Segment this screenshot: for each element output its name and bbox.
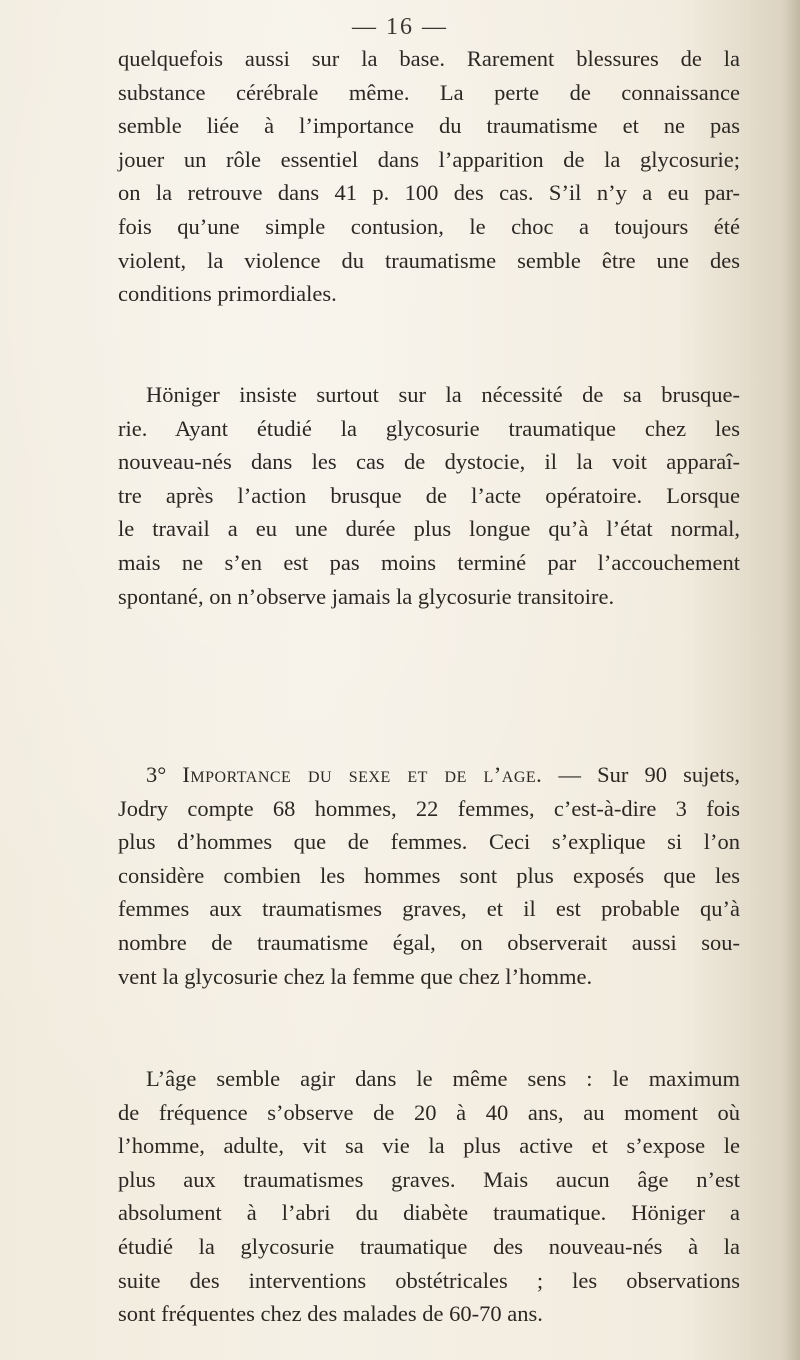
text-line: quelquefois aussi sur la base. Rarement blessures de la: [118, 46, 740, 71]
page-number: — 16 —: [352, 14, 448, 40]
text-line: femmes aux traumatismes graves, et il est probable qu’à: [118, 896, 740, 922]
text-line: plus d’hommes que de femmes. Ceci s’explique si l’on: [118, 829, 740, 855]
section-number: 3°: [146, 762, 167, 787]
text-line: on la retrouve dans 41 p. 100 des cas. S’il n’y a eu par-: [118, 180, 740, 206]
text-line: Höniger insiste surtout sur la nécessité de sa brusque-: [146, 382, 740, 407]
text-line: substance cérébrale même. La perte de connaissance: [118, 79, 740, 105]
section-heading-line: [118, 758, 740, 792]
page-edge-shadow: [782, 0, 800, 1360]
text-line: spontané, on n’observe jamais la glycosurie transitoire.: [118, 583, 615, 609]
section-title: Importance du sexe et de l’age.: [182, 762, 543, 787]
text-line: nombre de traumatisme égal, on observerait aussi sou-: [118, 929, 740, 955]
text-line: tre après l’action brusque de l’acte opératoire. Lorsque: [118, 482, 740, 508]
text-line: fois qu’une simple contusion, le choc a toujours été: [118, 213, 740, 239]
paragraph-4: [118, 1062, 740, 1331]
text-line: de fréquence s’observe de 20 à 40 ans, au moment où: [118, 1099, 740, 1125]
text-line: absolument à l’abri du diabète traumatique. Höniger a: [118, 1200, 740, 1226]
text-line: considère combien les hommes sont plus exposés que les: [118, 862, 740, 888]
text-line: violent, la violence du traumatisme semble être une des: [118, 247, 740, 273]
text-line: vent la glycosurie chez la femme que chez l’homme.: [118, 963, 593, 989]
text-line: jouer un rôle essentiel dans l’apparition de la glycosurie;: [118, 146, 740, 172]
text-line: étudié la glycosurie traumatique des nouveau-nés à la: [118, 1233, 740, 1259]
text-line: plus aux traumatismes graves. Mais aucun âge n’est: [118, 1166, 740, 1192]
text-line: le travail a eu une durée plus longue qu’à l’état normal,: [118, 516, 740, 542]
text-line: suite des interventions obstétricales ; les observations: [118, 1267, 740, 1293]
text-line: mais ne s’en est pas moins terminé par l’accouchement: [118, 549, 740, 575]
paragraph-1: [118, 42, 740, 311]
text-line: semble liée à l’importance du traumatisme et ne pas: [118, 113, 740, 139]
text-line: rie. Ayant étudié la glycosurie traumatique chez les: [118, 415, 740, 441]
text-line: Jodry compte 68 hommes, 22 femmes, c’est-à-dire 3 fois: [118, 795, 740, 821]
text-line: L’âge semble agir dans le même sens : le maximum: [146, 1066, 740, 1091]
text-line: l’homme, adulte, vit sa vie la plus active et s’expose le: [118, 1133, 740, 1159]
text-line: nouveau-nés dans les cas de dystocie, il la voit apparaî-: [118, 449, 740, 475]
text-line: sont fréquentes chez des malades de 60-70 ans.: [118, 1301, 543, 1327]
paragraph-3: [118, 758, 740, 993]
text-line: conditions primordiales.: [118, 281, 337, 307]
section-heading-continuation: — Sur 90 sujets,: [542, 762, 740, 787]
paragraph-2: [118, 378, 740, 613]
